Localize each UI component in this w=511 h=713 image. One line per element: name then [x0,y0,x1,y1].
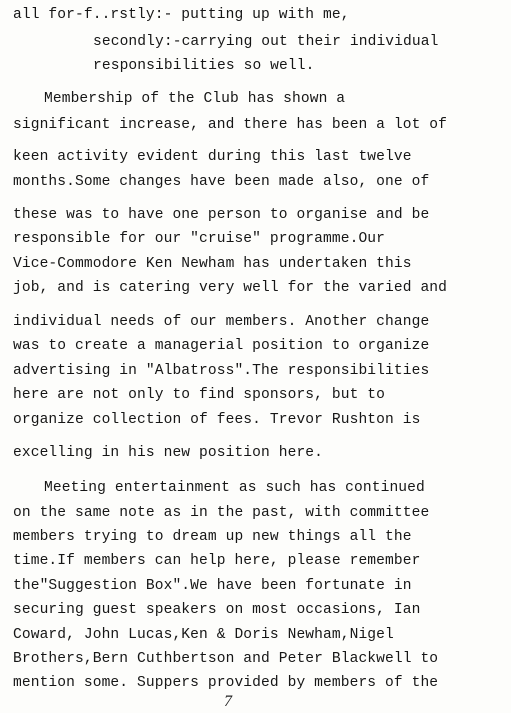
page-number: 7 [224,693,232,710]
text-line: Meeting entertainment as such has continued [44,480,425,496]
text-line: was to create a managerial position to organize [13,338,430,354]
text-line: significant increase, and there has been a lot of [13,117,448,133]
text-line: on the same note as in the past, with committee [13,505,430,521]
text-line: secondly:-carrying out their individual [93,34,439,50]
text-line: job, and is catering very well for the varied and [13,280,448,296]
text-line: months.Some changes have been made also, one of [13,174,430,190]
text-line: time.If members can help here, please remember [13,553,421,569]
text-line: responsible for our "cruise" programme.Our [13,231,386,247]
text-line: securing guest speakers on most occasions, Ian [13,602,421,618]
text-line: advertising in "Albatross".The responsibilities [13,363,430,379]
text-line: organize collection of fees. Trevor Rushton is [13,412,421,428]
text-line: all for-f..rstly:- putting up with me, [13,7,350,23]
text-line: responsibilities so well. [93,58,315,74]
text-line: individual needs of our members. Another change [13,314,430,330]
text-line: Brothers,Bern Cuthbertson and Peter Blackwell to [13,651,439,667]
text-line: excelling in his new position here. [13,445,324,461]
text-line: Coward, John Lucas,Ken & Doris Newham,Nigel [13,627,394,643]
text-line: keen activity evident during this last twelve [13,149,412,165]
text-line: members trying to dream up new things all the [13,529,412,545]
text-line: here are not only to find sponsors, but to [13,387,386,403]
text-line: Vice-Commodore Ken Newham has undertaken this [13,256,412,272]
text-line: the"Suggestion Box".We have been fortunate in [13,578,412,594]
text-line: Membership of the Club has shown a [44,91,346,107]
text-line: these was to have one person to organise and be [13,207,430,223]
text-line: mention some. Suppers provided by members of the [13,675,439,691]
